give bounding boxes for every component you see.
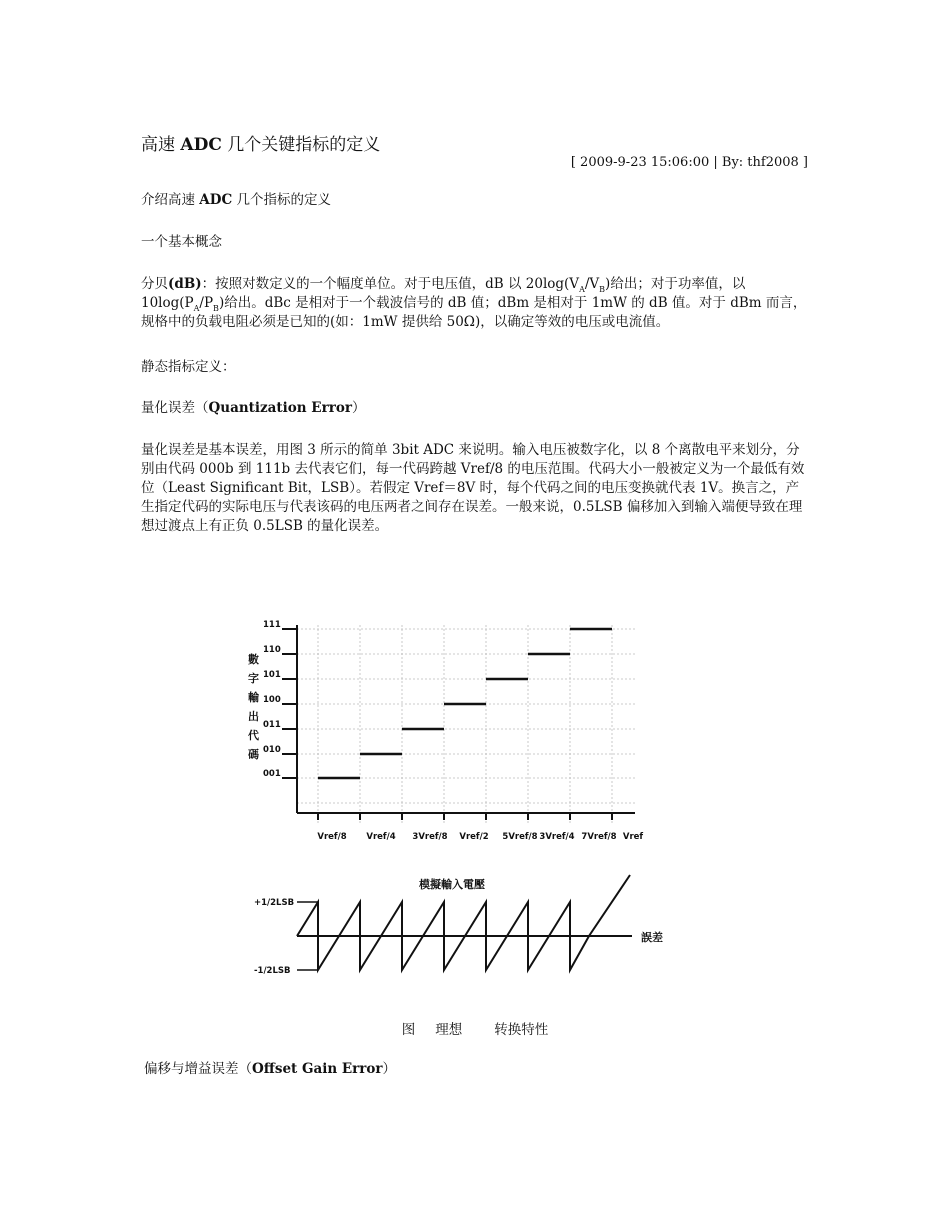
y-code-010: 010 bbox=[263, 745, 281, 755]
x-tick-5: 5Vref/8 bbox=[502, 832, 538, 842]
post-meta: [ 2009-9-23 15:06:00 | By: thf2008 ] bbox=[570, 155, 808, 170]
y-label-char-1: 數 bbox=[248, 653, 259, 666]
intro-text-bold: ADC bbox=[199, 192, 233, 208]
db-sub-b: B bbox=[599, 285, 606, 294]
qe-text-bold: Quantization Error bbox=[208, 400, 352, 416]
static-def-heading: 静态指标定义： bbox=[141, 359, 236, 375]
db-text-5: /P bbox=[199, 295, 214, 311]
y-label-char-2: 字 bbox=[248, 672, 259, 685]
x-tick-1: Vref/8 bbox=[317, 832, 347, 842]
offset-gain-heading bbox=[144, 1060, 814, 1079]
caption-part-1: 图 bbox=[401, 1022, 416, 1038]
title-text-1: 高速 bbox=[141, 135, 181, 155]
x-tick-2: Vref/4 bbox=[366, 832, 396, 842]
qe-text-1: 量化误差（ bbox=[141, 400, 209, 416]
x-tick-8: Vref bbox=[622, 832, 644, 842]
db-text-1: 分贝 bbox=[141, 276, 168, 292]
quantization-heading bbox=[141, 399, 811, 418]
adc-transfer-figure bbox=[240, 610, 663, 1000]
code-step-bars bbox=[318, 629, 612, 778]
y-code-110: 110 bbox=[263, 645, 281, 655]
y-axis-label bbox=[248, 652, 260, 761]
y-code-011: 011 bbox=[263, 720, 281, 730]
caption-part-2: 理想 bbox=[435, 1022, 463, 1038]
caption-part-3: 转换特性 bbox=[494, 1022, 549, 1038]
x-axis-title: 模擬輸入電壓 bbox=[419, 878, 485, 891]
y-label-char-3: 輸 bbox=[248, 691, 259, 704]
y-code-labels bbox=[263, 620, 281, 779]
og-text-2: ） bbox=[382, 1061, 397, 1077]
intro-text-1: 介绍高速 bbox=[141, 192, 200, 208]
x-tick-6: 3Vref/4 bbox=[539, 832, 575, 842]
y-code-100: 100 bbox=[263, 695, 281, 705]
y-code-001: 001 bbox=[263, 769, 281, 779]
error-label: 誤差 bbox=[641, 931, 663, 944]
basic-concept-heading: 一个基本概念 bbox=[141, 234, 222, 250]
db-sub-a2: A bbox=[193, 304, 200, 313]
og-text-1: 偏移与增益误差（ bbox=[144, 1061, 252, 1077]
figure-grid bbox=[297, 625, 635, 825]
db-text-6: )给出。dBc 是相对于一个载波信号的 dB 值；dBm 是相对于 1mW 的 dB 值。对于 dBm 而言，规格中的负载电阻必须是已知的(如：1mW 提供给 50Ω)，以确定等效的电压或电流值。 bbox=[141, 295, 807, 330]
db-text-4: )给出；对于功率值，以 10log(P bbox=[141, 276, 746, 311]
og-text-bold: Offset Gain Error bbox=[252, 1061, 383, 1077]
title-text-bold: ADC bbox=[180, 135, 222, 155]
db-sub-a: A bbox=[579, 285, 585, 294]
x-tick-4: Vref/2 bbox=[459, 832, 489, 842]
err-minus-label: -1/2LSB bbox=[254, 966, 291, 976]
y-code-111: 111 bbox=[263, 620, 281, 630]
title-text-2: 几个关键指标的定义 bbox=[221, 135, 381, 155]
y-label-char-6: 碼 bbox=[248, 748, 259, 761]
y-code-101: 101 bbox=[263, 670, 281, 680]
doc-title bbox=[141, 130, 380, 155]
quantization-paragraph: 量化误差是基本误差，用图 3 所示的简单 3bit ADC 来说明。输入电压被数字化，以 8 个离散电平来划分，分别由代码 000b 到 111b 去代表它们，每一代码跨越 Vref/8 的电压范围。代码大小一般被定义为一个最低有效位（Least Significant Bit，LSB）。若假定 Vref＝8V 时，每个代码之间的电压变换就代表 1V。换言之，产生指定代码的实际电压与代表该码的电压两者之间存在误差。一般来说，0.5LSB 偏移加入到输入端便导致在理想过渡点上有正负 0.5LSB 的量化误差。 bbox=[141, 442, 805, 534]
db-text-3: /V bbox=[584, 276, 600, 292]
y-label-char-5: 代 bbox=[248, 729, 259, 742]
err-plus-label: +1/2LSB bbox=[254, 898, 295, 908]
intro-line bbox=[141, 191, 811, 210]
figure-caption bbox=[0, 1018, 950, 1038]
x-tick-labels bbox=[317, 832, 643, 842]
db-text-bold: (dB) bbox=[168, 276, 202, 292]
qe-text-2: ） bbox=[351, 400, 366, 416]
intro-text-2: 几个指标的定义 bbox=[232, 192, 332, 208]
x-tick-7: 7Vref/8 bbox=[581, 832, 617, 842]
db-paragraph bbox=[141, 275, 811, 332]
y-label-char-4: 出 bbox=[248, 710, 259, 723]
x-tick-3: 3Vref/8 bbox=[412, 832, 448, 842]
db-text-2: ：按照对数定义的一个幅度单位。对于电压值，dB 以 20log(V bbox=[201, 276, 580, 292]
db-sub-b2: B bbox=[213, 304, 219, 313]
